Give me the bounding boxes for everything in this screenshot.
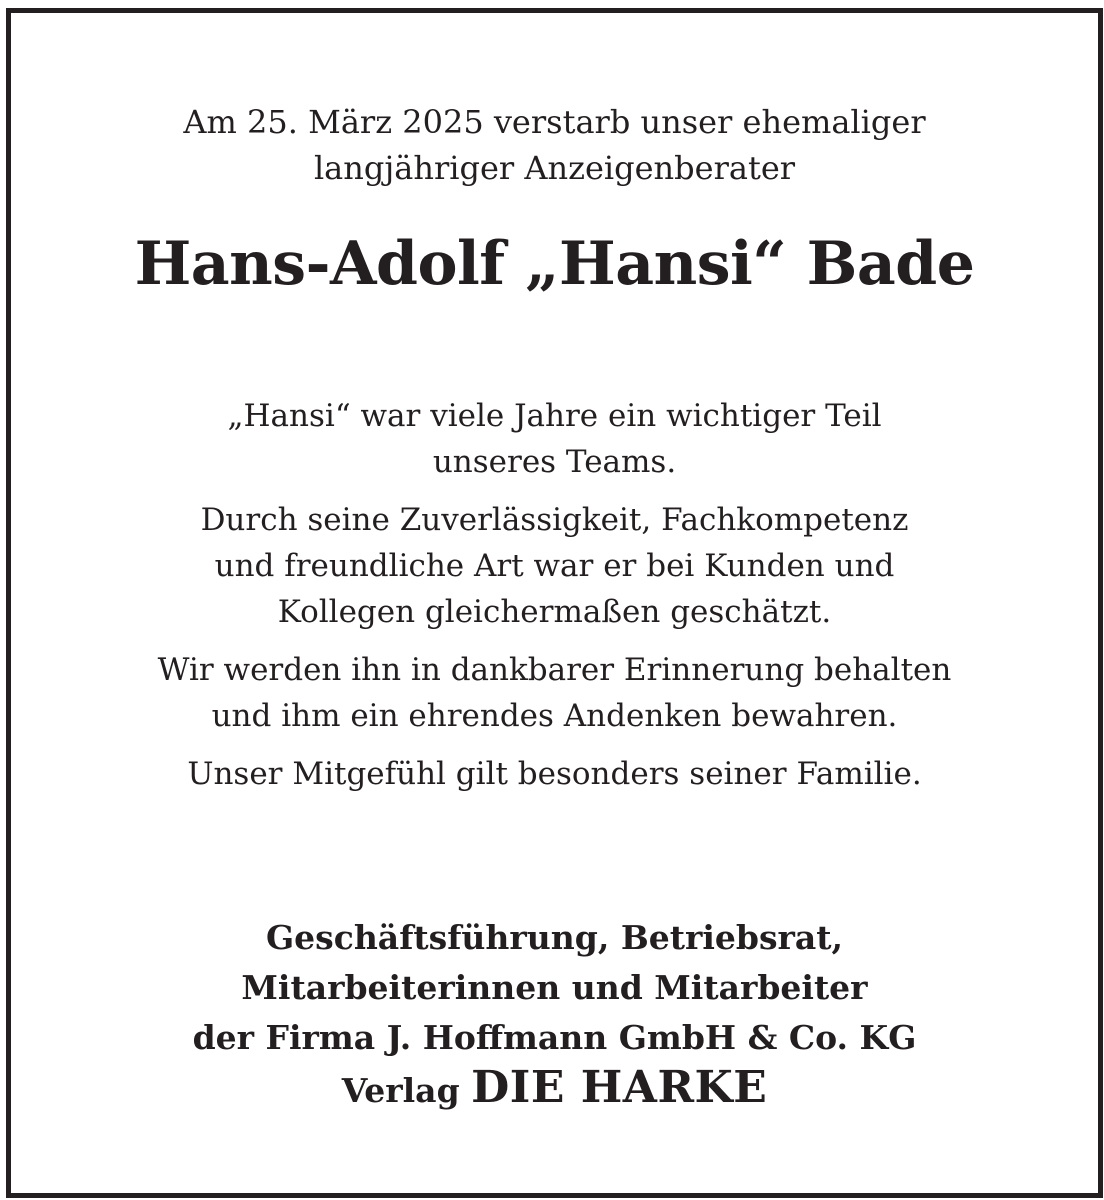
tribute-line: Wir werden ihn in dankbarer Erinnerung behalten xyxy=(157,652,952,688)
tribute-line: „Hansi“ war viele Jahre ein wichtiger Teil xyxy=(227,398,882,434)
tribute-paragraph xyxy=(31,393,1078,485)
publisher-prefix: Verlag xyxy=(341,1071,460,1110)
tribute-line: Kollegen gleichermaßen geschätzt. xyxy=(277,594,832,630)
tribute-line: und ihm ein ehrendes Andenken bewahren. xyxy=(211,698,898,734)
intro-text xyxy=(11,99,1098,191)
tribute-paragraph xyxy=(31,497,1078,635)
tribute-paragraph xyxy=(31,751,1078,797)
obituary-notice xyxy=(6,8,1103,1198)
tribute-text xyxy=(31,393,1078,809)
deceased-name: Hans-Adolf „Hansi“ Bade xyxy=(134,229,975,299)
signature-line-4 xyxy=(11,1063,1098,1116)
tribute-line: unseres Teams. xyxy=(432,444,677,480)
intro-line-2: langjähriger Anzeigenberater xyxy=(313,149,796,187)
signature-block xyxy=(11,913,1098,1116)
publisher-name: DIE HARKE xyxy=(471,1062,768,1113)
tribute-line: Unser Mitgefühl gilt besonders seiner Familie. xyxy=(187,756,922,792)
tribute-paragraph xyxy=(31,647,1078,739)
signature-line-3: der Firma J. Hoffmann GmbH & Co. KG xyxy=(192,1018,917,1057)
tribute-line: und freundliche Art war er bei Kunden und xyxy=(214,548,895,584)
signature-line-1: Geschäftsführung, Betriebsrat, xyxy=(265,918,844,957)
intro-line-1: Am 25. März 2025 verstarb unser ehemaliger xyxy=(183,103,926,141)
tribute-line: Durch seine Zuverlässigkeit, Fachkompetenz xyxy=(200,502,909,538)
signature-line-2: Mitarbeiterinnen und Mitarbeiter xyxy=(241,968,868,1007)
